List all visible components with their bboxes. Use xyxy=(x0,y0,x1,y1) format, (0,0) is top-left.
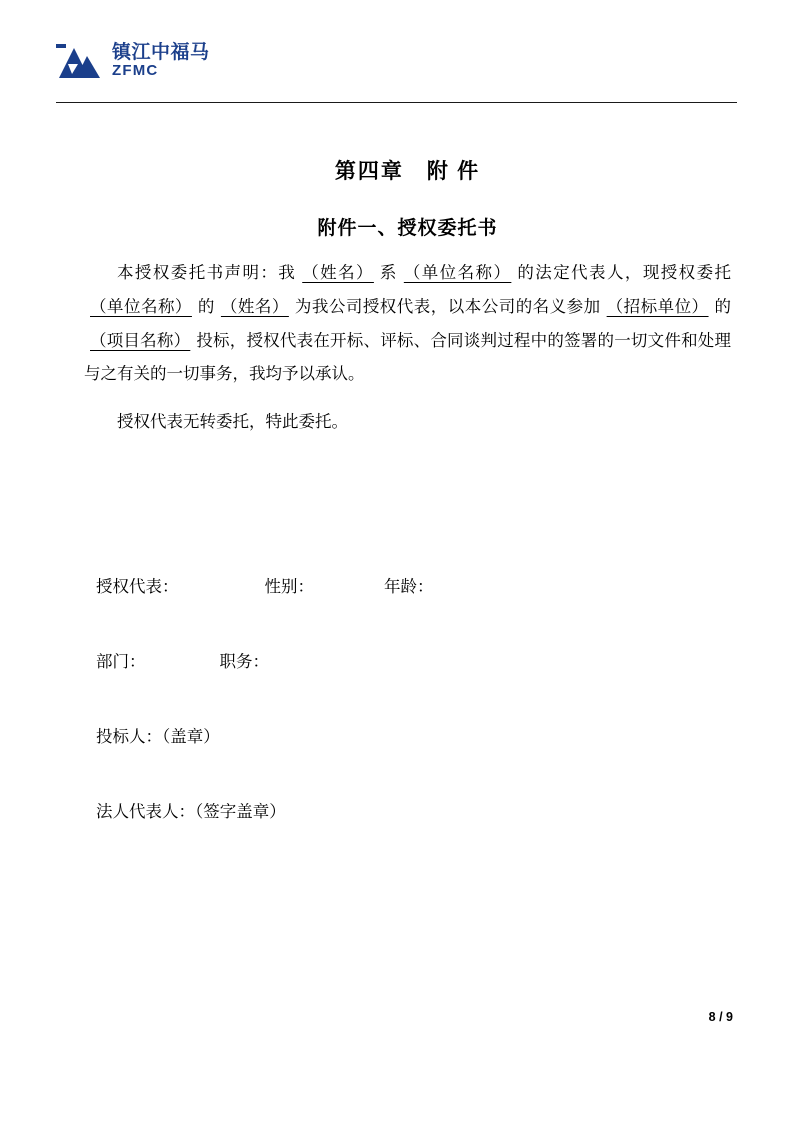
authorization-paragraph xyxy=(84,256,731,391)
rep-label: 授权代表： xyxy=(96,577,179,596)
chapter-title: 第四章 附 件 xyxy=(334,159,481,183)
gender-label: 性别： xyxy=(264,577,314,596)
page-header xyxy=(56,40,737,110)
attachment-title: 附件一、授权委托书 xyxy=(317,218,498,239)
blank-company-2: （单位名称） xyxy=(90,296,192,316)
para1-seg7: 投标，授权代表在开标、评标、合同谈判过程中的签署的一切文件和处理与之有关的一切事务，我均予以承认。 xyxy=(84,330,732,384)
blank-name-2: （姓名） xyxy=(220,296,289,316)
signature-row-bidder: 投标人：（盖章） xyxy=(96,727,220,747)
signature-row-department xyxy=(96,650,731,673)
blank-company-1: （单位名称） xyxy=(403,263,512,282)
signature-block xyxy=(96,575,731,823)
company-logo xyxy=(56,40,737,82)
blank-project-name: （项目名称） xyxy=(90,330,191,350)
signature-row-representative xyxy=(96,575,731,598)
blank-name-1: （姓名） xyxy=(302,263,374,282)
header-divider xyxy=(56,102,737,103)
mountain-logo-icon xyxy=(56,40,102,82)
page-number: 8 / 9 xyxy=(708,1010,733,1024)
para1-seg3: 的法定代表人，现授权委托 xyxy=(517,263,731,282)
post-label: 职务： xyxy=(219,652,269,672)
logo-text-cn: 镇江中福马 xyxy=(112,41,210,63)
document-body xyxy=(84,155,731,439)
signature-row-legal-rep: 法人代表人：（签字盖章） xyxy=(96,802,286,822)
para1-seg5: 为我公司授权代表，以本公司的名义参加 xyxy=(294,296,601,316)
no-sub-delegation-paragraph: 授权代表无转委托，特此委托。 xyxy=(117,412,348,432)
para1-seg6: 的 xyxy=(714,296,732,316)
para1-seg4: 的 xyxy=(197,296,215,316)
page-footer xyxy=(56,1010,733,1024)
logo-text xyxy=(112,43,210,80)
blank-tender-unit: （招标单位） xyxy=(606,296,709,316)
para1-seg2: 系 xyxy=(379,263,398,282)
age-label: 年龄： xyxy=(384,577,434,596)
dept-label: 部门： xyxy=(96,652,146,672)
logo-text-en: ZFMC xyxy=(112,62,159,80)
para1-seg1: 本授权委托书声明：我 xyxy=(117,263,297,282)
